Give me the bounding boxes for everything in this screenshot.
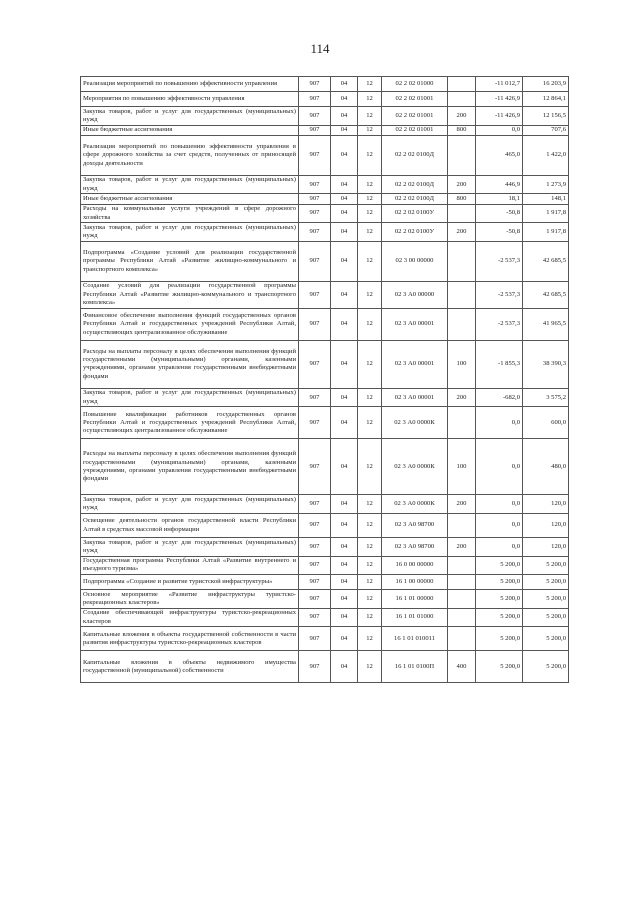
row-expense-kind: [448, 135, 476, 175]
row-section: 04: [331, 495, 358, 514]
row-ministry-code: 907: [299, 651, 331, 683]
table-row: [81, 608, 569, 627]
row-section: 04: [331, 388, 358, 407]
row-change-amount: 0,0: [476, 538, 523, 557]
row-change-amount: 446,9: [476, 175, 523, 194]
table-row: [81, 651, 569, 683]
row-section: 04: [331, 175, 358, 194]
row-article: 02 2 02 01001: [382, 125, 448, 135]
row-section: 04: [331, 439, 358, 495]
row-change-amount: 0,0: [476, 514, 523, 538]
row-section: 04: [331, 651, 358, 683]
row-ministry-code: 907: [299, 125, 331, 135]
row-expense-kind: [448, 575, 476, 590]
row-section: 04: [331, 241, 358, 281]
row-name: Реализация мероприятий по повышению эффективности управления в сфере дорожного хозяйства за счет средств, полученных от приносящей доходы деятельности: [81, 135, 299, 175]
row-change-amount: -1 855,3: [476, 340, 523, 388]
row-article: 02 3 А0 0000К: [382, 439, 448, 495]
row-subsection: 12: [358, 340, 382, 388]
row-change-amount: -682,0: [476, 388, 523, 407]
row-article: 02 2 02 01000: [382, 77, 448, 92]
row-subsection: 12: [358, 125, 382, 135]
table-row: [81, 107, 569, 126]
row-total-amount: 480,0: [523, 439, 569, 495]
row-name: Освещение деятельности органов государственной власти Республики Алтай в средствах массовой информации: [81, 514, 299, 538]
row-change-amount: -50,8: [476, 223, 523, 242]
table-row: [81, 77, 569, 92]
row-total-amount: 5 200,0: [523, 608, 569, 627]
table-row: [81, 590, 569, 609]
row-article: 16 1 01 00000: [382, 590, 448, 609]
row-name: Создание условий для реализации государственной программы Республики Алтай «Развитие жилищно-коммунального и транспортного комплекса»: [81, 281, 299, 308]
row-expense-kind: [448, 590, 476, 609]
row-section: 04: [331, 590, 358, 609]
table-row: [81, 388, 569, 407]
row-ministry-code: 907: [299, 308, 331, 340]
row-subsection: 12: [358, 495, 382, 514]
row-section: 04: [331, 308, 358, 340]
table-row: [81, 125, 569, 135]
row-ministry-code: 907: [299, 135, 331, 175]
row-section: 04: [331, 125, 358, 135]
row-article: 02 3 А0 98700: [382, 514, 448, 538]
row-name: Основное мероприятие «Развитие инфраструктуры туристско-рекреационных кластеров»: [81, 590, 299, 609]
row-total-amount: 707,6: [523, 125, 569, 135]
row-section: 04: [331, 194, 358, 204]
row-article: 16 1 01 01000: [382, 608, 448, 627]
table-row: [81, 204, 569, 223]
row-name: Капитальные вложения в объекты недвижимого имущества государственной (муниципальной) собственности: [81, 651, 299, 683]
row-expense-kind: [448, 241, 476, 281]
row-change-amount: 5 200,0: [476, 590, 523, 609]
row-section: 04: [331, 135, 358, 175]
row-expense-kind: 200: [448, 223, 476, 242]
row-section: 04: [331, 627, 358, 651]
row-subsection: 12: [358, 135, 382, 175]
row-expense-kind: 800: [448, 125, 476, 135]
row-expense-kind: [448, 608, 476, 627]
row-subsection: 12: [358, 241, 382, 281]
row-ministry-code: 907: [299, 407, 331, 439]
table-row: [81, 175, 569, 194]
table-row: [81, 194, 569, 204]
row-name: Закупка товаров, работ и услуг для государственных (муниципальных) нужд: [81, 388, 299, 407]
row-expense-kind: [448, 77, 476, 92]
row-change-amount: 18,1: [476, 194, 523, 204]
row-name: Государственная программа Республики Алтай «Развитие внутреннего и въездного туризма»: [81, 556, 299, 575]
row-total-amount: 12 864,1: [523, 92, 569, 107]
row-name: Расходы на коммунальные услуги учреждений в сфере дорожного хозяйства: [81, 204, 299, 223]
row-subsection: 12: [358, 538, 382, 557]
row-section: 04: [331, 340, 358, 388]
row-name: Реализация мероприятий по повышению эффективности управления: [81, 77, 299, 92]
row-name: Закупка товаров, работ и услуг для государственных (муниципальных) нужд: [81, 175, 299, 194]
row-article: 02 3 А0 00001: [382, 340, 448, 388]
row-change-amount: 5 200,0: [476, 575, 523, 590]
row-article: 02 3 А0 98700: [382, 538, 448, 557]
row-name: Повышение квалификации работников государственных органов Республики Алтай и государственных учреждений Республики Алтай, осуществляющих централизованное обслуживание: [81, 407, 299, 439]
row-name: Капитальные вложения в объекты государственной собственности в части развития инфраструктуры туристско-рекреационных кластеров: [81, 627, 299, 651]
row-subsection: 12: [358, 439, 382, 495]
row-expense-kind: 800: [448, 194, 476, 204]
row-section: 04: [331, 608, 358, 627]
row-ministry-code: 907: [299, 241, 331, 281]
row-article: 02 2 02 01001: [382, 92, 448, 107]
row-total-amount: 120,0: [523, 538, 569, 557]
table-row: [81, 439, 569, 495]
row-ministry-code: 907: [299, 556, 331, 575]
row-subsection: 12: [358, 194, 382, 204]
budget-table: [80, 76, 569, 683]
row-expense-kind: [448, 281, 476, 308]
row-expense-kind: [448, 204, 476, 223]
row-expense-kind: [448, 407, 476, 439]
row-subsection: 12: [358, 651, 382, 683]
row-change-amount: 0,0: [476, 407, 523, 439]
row-subsection: 12: [358, 556, 382, 575]
row-name: Мероприятия по повышению эффективности управления: [81, 92, 299, 107]
row-article: 02 2 02 0100У: [382, 204, 448, 223]
table-row: [81, 514, 569, 538]
row-total-amount: 16 203,9: [523, 77, 569, 92]
row-total-amount: 148,1: [523, 194, 569, 204]
row-subsection: 12: [358, 407, 382, 439]
row-section: 04: [331, 538, 358, 557]
row-total-amount: 120,0: [523, 495, 569, 514]
row-ministry-code: 907: [299, 608, 331, 627]
row-ministry-code: 907: [299, 175, 331, 194]
table-row: [81, 281, 569, 308]
row-change-amount: -2 537,3: [476, 241, 523, 281]
row-expense-kind: 400: [448, 651, 476, 683]
row-change-amount: -2 537,3: [476, 308, 523, 340]
row-ministry-code: 907: [299, 388, 331, 407]
row-change-amount: 5 200,0: [476, 608, 523, 627]
row-expense-kind: 100: [448, 340, 476, 388]
row-total-amount: 42 685,5: [523, 281, 569, 308]
row-article: 16 1 00 00000: [382, 575, 448, 590]
row-article: 02 3 А0 00001: [382, 308, 448, 340]
row-article: 02 2 02 0100У: [382, 223, 448, 242]
row-change-amount: 5 200,0: [476, 627, 523, 651]
row-section: 04: [331, 575, 358, 590]
row-total-amount: 1 273,9: [523, 175, 569, 194]
row-ministry-code: 907: [299, 627, 331, 651]
row-total-amount: 600,0: [523, 407, 569, 439]
row-ministry-code: 907: [299, 92, 331, 107]
row-change-amount: 465,0: [476, 135, 523, 175]
row-total-amount: 5 200,0: [523, 556, 569, 575]
row-article: 02 3 А0 00001: [382, 388, 448, 407]
row-expense-kind: [448, 556, 476, 575]
row-total-amount: 1 917,8: [523, 204, 569, 223]
table-row: [81, 308, 569, 340]
row-subsection: 12: [358, 175, 382, 194]
table-row: [81, 135, 569, 175]
row-ministry-code: 907: [299, 77, 331, 92]
table-row: [81, 340, 569, 388]
row-article: 16 1 01 010011: [382, 627, 448, 651]
row-section: 04: [331, 223, 358, 242]
row-article: 16 0 00 00000: [382, 556, 448, 575]
row-change-amount: 0,0: [476, 439, 523, 495]
row-total-amount: 120,0: [523, 514, 569, 538]
row-total-amount: 5 200,0: [523, 590, 569, 609]
row-subsection: 12: [358, 627, 382, 651]
row-name: Иные бюджетные ассигнования: [81, 125, 299, 135]
row-change-amount: -11 012,7: [476, 77, 523, 92]
row-expense-kind: 200: [448, 538, 476, 557]
row-ministry-code: 907: [299, 281, 331, 308]
row-subsection: 12: [358, 514, 382, 538]
row-name: Подпрограмма «Создание и развитие туристской инфраструктуры»: [81, 575, 299, 590]
row-section: 04: [331, 281, 358, 308]
row-total-amount: 5 200,0: [523, 651, 569, 683]
page-number: 114: [310, 41, 330, 56]
row-name: Финансовое обеспечение выполнения функций государственных органов Республики Алтай и государственных учреждений Республики Алтай, осуществляющих централизованное обслуживание: [81, 308, 299, 340]
row-article: 02 2 02 0100Д: [382, 175, 448, 194]
row-ministry-code: 907: [299, 590, 331, 609]
row-ministry-code: 907: [299, 194, 331, 204]
row-total-amount: 1 422,0: [523, 135, 569, 175]
row-name: Закупка товаров, работ и услуг для государственных (муниципальных) нужд: [81, 223, 299, 242]
row-name: Закупка товаров, работ и услуг для государственных (муниципальных) нужд: [81, 538, 299, 557]
row-name: Закупка товаров, работ и услуг для государственных (муниципальных) нужд: [81, 107, 299, 126]
row-expense-kind: [448, 92, 476, 107]
row-subsection: 12: [358, 77, 382, 92]
row-expense-kind: 200: [448, 175, 476, 194]
row-ministry-code: 907: [299, 439, 331, 495]
row-ministry-code: 907: [299, 340, 331, 388]
table-row: [81, 92, 569, 107]
row-subsection: 12: [358, 608, 382, 627]
table-row: [81, 241, 569, 281]
row-article: 02 2 02 0100Д: [382, 194, 448, 204]
row-total-amount: 12 156,5: [523, 107, 569, 126]
table-row: [81, 575, 569, 590]
row-expense-kind: [448, 627, 476, 651]
row-ministry-code: 907: [299, 575, 331, 590]
table-row: [81, 407, 569, 439]
row-expense-kind: 200: [448, 388, 476, 407]
row-change-amount: 5 200,0: [476, 556, 523, 575]
row-subsection: 12: [358, 308, 382, 340]
table-row: [81, 223, 569, 242]
row-change-amount: 0,0: [476, 125, 523, 135]
row-section: 04: [331, 107, 358, 126]
row-change-amount: -50,8: [476, 204, 523, 223]
row-ministry-code: 907: [299, 495, 331, 514]
row-name: Иные бюджетные ассигнования: [81, 194, 299, 204]
row-article: 02 2 02 01001: [382, 107, 448, 126]
row-name: Создание обеспечивающей инфраструктуры туристско-рекреационных кластеров: [81, 608, 299, 627]
row-expense-kind: [448, 514, 476, 538]
row-change-amount: -2 537,3: [476, 281, 523, 308]
row-change-amount: 0,0: [476, 495, 523, 514]
row-article: 02 3 А0 0000К: [382, 495, 448, 514]
row-change-amount: -11 426,9: [476, 107, 523, 126]
row-subsection: 12: [358, 204, 382, 223]
row-expense-kind: [448, 308, 476, 340]
row-section: 04: [331, 92, 358, 107]
row-ministry-code: 907: [299, 223, 331, 242]
row-expense-kind: 200: [448, 495, 476, 514]
row-change-amount: -11 426,9: [476, 92, 523, 107]
row-total-amount: 3 575,2: [523, 388, 569, 407]
row-total-amount: 5 200,0: [523, 575, 569, 590]
row-article: 02 2 02 0100Д: [382, 135, 448, 175]
row-section: 04: [331, 556, 358, 575]
row-ministry-code: 907: [299, 204, 331, 223]
row-article: 02 3 А0 0000К: [382, 407, 448, 439]
row-ministry-code: 907: [299, 514, 331, 538]
row-name: Расходы на выплаты персоналу в целях обеспечения выполнения функций государственными (муниципальными) органами, казенными учреждениями, органами управления государственными внебюджетными фондами: [81, 340, 299, 388]
table-row: [81, 556, 569, 575]
row-total-amount: 1 917,8: [523, 223, 569, 242]
row-subsection: 12: [358, 281, 382, 308]
row-article: 02 3 00 00000: [382, 241, 448, 281]
row-subsection: 12: [358, 590, 382, 609]
table-row: [81, 538, 569, 557]
row-section: 04: [331, 77, 358, 92]
row-section: 04: [331, 204, 358, 223]
row-subsection: 12: [358, 388, 382, 407]
row-total-amount: 38 390,3: [523, 340, 569, 388]
row-total-amount: 5 200,0: [523, 627, 569, 651]
row-name: Подпрограмма «Создание условий для реализации государственной программы Республики Алтай «Развитие жилищно-коммунального и транспортного комплекса»: [81, 241, 299, 281]
table-row: [81, 627, 569, 651]
row-expense-kind: 200: [448, 107, 476, 126]
row-section: 04: [331, 514, 358, 538]
row-expense-kind: 100: [448, 439, 476, 495]
table-row: [81, 495, 569, 514]
row-total-amount: 41 965,5: [523, 308, 569, 340]
row-section: 04: [331, 407, 358, 439]
row-subsection: 12: [358, 107, 382, 126]
row-ministry-code: 907: [299, 538, 331, 557]
row-ministry-code: 907: [299, 107, 331, 126]
row-article: 16 1 01 0100П: [382, 651, 448, 683]
row-change-amount: 5 200,0: [476, 651, 523, 683]
budget-table-body: [81, 77, 569, 683]
row-name: Закупка товаров, работ и услуг для государственных (муниципальных) нужд: [81, 495, 299, 514]
row-total-amount: 42 685,5: [523, 241, 569, 281]
row-name: Расходы на выплаты персоналу в целях обеспечения выполнения функций государственными (муниципальными) органами, казенными учреждениями, органами управления государственными внебюджетными фондами: [81, 439, 299, 495]
row-subsection: 12: [358, 575, 382, 590]
row-subsection: 12: [358, 223, 382, 242]
row-article: 02 3 А0 00000: [382, 281, 448, 308]
row-subsection: 12: [358, 92, 382, 107]
